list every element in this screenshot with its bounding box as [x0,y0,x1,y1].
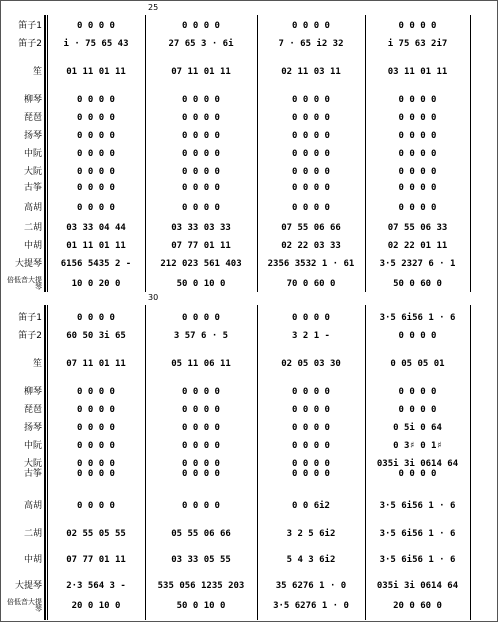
measure-notes: 3·5 6276 1 · 0 [273,601,349,611]
measure-notes: 0 0 0 0 [398,183,437,193]
measure-notes: 0 0 0 0 [292,95,330,105]
measure-notes: 5 4 3 6i2 [286,555,336,565]
measure-notes: 05 55 06 66 [171,529,231,539]
measure [49,64,143,80]
measure [49,384,143,400]
measure [147,498,255,514]
instrument-label: 笛子2 [18,39,42,49]
measure-notes: 0 0 0 0 [182,387,220,397]
measure [259,220,363,236]
measure [49,438,143,454]
measure-notes: 07 77 01 11 [66,555,126,565]
instrument-label: 大提琴 [14,259,42,269]
measure-notes: 0 0 0 0 [398,203,437,213]
measure-notes: 50 0 10 0 [176,279,226,289]
measure [147,220,255,236]
measure-notes: 0 0 0 0 [77,387,115,397]
measure-notes: 01 11 01 11 [66,241,126,251]
bar-number: 30 [148,293,159,302]
measure-notes: 0 0 0 0 [292,459,330,469]
measure-notes: 0 0 0 0 [292,203,330,213]
measure [367,526,468,542]
instrument-row [0,438,500,454]
measure-notes: 3·5 2327 6 · 1 [379,259,456,269]
instrument-row [0,110,500,126]
measure-notes: 0 0 0 0 [292,149,330,159]
measure-notes: 0 0 0 0 [398,405,437,415]
measure [49,110,143,126]
measure-notes: 35 6276 1 · 0 [275,581,347,591]
instrument-label: 中阮 [23,441,42,451]
measure-notes: 0 0 0 0 [182,469,220,479]
measure-notes: 212 023 561 403 [160,259,242,269]
measure-notes: 0 0 0 0 [182,405,220,415]
measure [49,328,143,344]
measure-notes: 7 · 65 i2 32 [278,39,344,49]
measure-notes: 0 0 0 0 [398,469,437,479]
measure [259,598,363,614]
measure [147,92,255,108]
measure [147,328,255,344]
instrument-label: 笙 [32,67,42,77]
measure [259,498,363,514]
measure [49,128,143,144]
measure [367,18,468,34]
instrument-row [0,356,500,372]
measure [259,526,363,542]
measure-notes: 2·3 564 3 - [66,581,126,591]
instrument-label: 倍低音大提琴 [7,276,42,291]
measure-notes: 0 0 0 0 [398,131,437,141]
measure [259,328,363,344]
measure [49,220,143,236]
instrument-label: 柳琴 [23,387,42,397]
measure-notes: 0 0 0 0 [292,387,330,397]
measure [367,110,468,126]
measure [147,598,255,614]
measure-notes: 0 0 0 0 [77,405,115,415]
instrument-row [0,180,500,196]
measure-notes: 0 0 0 0 [182,441,220,451]
measure [259,180,363,196]
measure [367,552,468,568]
measure [147,164,255,180]
measure-notes: 2356 3532 1 · 61 [267,259,355,269]
instrument-label: 柳琴 [23,95,42,105]
measure [147,526,255,542]
measure-notes: 03 33 05 55 [171,555,231,565]
measure [147,384,255,400]
measure [147,146,255,162]
instrument-row [0,256,500,272]
measure [147,578,255,594]
measure-notes: 0 0 0 0 [77,21,115,31]
measure [259,438,363,454]
instrument-label: 二胡 [23,223,42,233]
measure-notes: 0 0 0 0 [182,423,220,433]
measure-notes: 27 65 3 · 6i [168,39,234,49]
measure-notes: 0 0 0 0 [77,313,115,323]
measure-notes: 0 0 0 0 [398,149,437,159]
instrument-row [0,578,500,594]
measure-notes: 02 22 03 33 [281,241,341,251]
instrument-label: 古筝 [23,469,42,479]
measure-notes: 0 0 0 0 [398,21,437,31]
measure [367,310,468,326]
measure [259,146,363,162]
measure [367,328,468,344]
measure [367,36,468,52]
measure-notes: 20 0 60 0 [393,601,442,611]
measure [259,110,363,126]
measure [49,310,143,326]
measure [367,384,468,400]
measure-notes: 0 0 0 0 [77,441,115,451]
measure-notes: 07 55 06 66 [281,223,341,233]
instrument-label: 中胡 [23,241,42,251]
instrument-row [0,402,500,418]
instrument-label: 中阮 [23,149,42,159]
instrument-label: 中胡 [23,555,42,565]
measure-notes: 035i 3i 0614 64 [376,459,459,469]
measure-notes: 3·5 6i56 1 · 6 [379,555,456,565]
instrument-row [0,310,500,326]
instrument-row [0,18,500,34]
measure [259,128,363,144]
measure-notes: 3 2 1 - [292,331,330,341]
measure [367,146,468,162]
measure-notes: 035i 3i 0614 64 [376,581,459,591]
measure-notes: 0 0 0 0 [292,167,330,177]
measure [49,552,143,568]
measure-notes: 3·5 6i56 1 · 6 [379,313,456,323]
measure-notes: 07 11 01 11 [66,359,126,369]
instrument-label: 扬琴 [23,131,42,141]
instrument-row [0,276,500,292]
measure [259,92,363,108]
measure [49,256,143,272]
measure-notes: 0 0 0 0 [292,313,330,323]
measure [259,420,363,436]
measure-notes: 0 0 0 0 [182,183,220,193]
instrument-label: 高胡 [23,501,42,511]
measure [259,552,363,568]
measure [49,36,143,52]
measure-notes: 0 0 0 0 [77,167,115,177]
instrument-row [0,36,500,52]
measure [367,356,468,372]
instrument-row [0,466,500,482]
measure [49,356,143,372]
measure-notes: 0 0 0 0 [292,21,330,31]
measure [49,18,143,34]
measure-notes: 0 0 0 0 [77,459,115,469]
instrument-row [0,420,500,436]
measure-notes: i · 75 65 43 [63,39,129,49]
measure [367,598,468,614]
instrument-label: 笛子2 [18,331,42,341]
measure [147,552,255,568]
measure [259,18,363,34]
measure [49,164,143,180]
measure [367,276,468,292]
measure-notes: 03 33 03 33 [171,223,231,233]
measure [49,526,143,542]
measure-notes: 07 55 06 33 [387,223,448,233]
measure-notes: 07 77 01 11 [171,241,231,251]
measure [367,578,468,594]
measure [259,466,363,482]
instrument-label: 大阮 [23,459,42,469]
measure-notes: 0 0 0 0 [77,423,115,433]
measure [147,180,255,196]
instrument-row [0,128,500,144]
measure [147,310,255,326]
instrument-row [0,92,500,108]
measure-notes: 0 0 0 0 [292,183,330,193]
measure-notes: 50 0 60 0 [393,279,442,289]
measure [367,402,468,418]
measure [49,200,143,216]
measure [367,498,468,514]
measure-notes: 01 11 01 11 [66,67,126,77]
measure-notes: 70 0 60 0 [286,279,336,289]
measure-notes: 0 0 0 0 [77,183,115,193]
measure-notes: 20 0 10 0 [71,601,121,611]
measure [147,276,255,292]
measure-notes: 03 11 01 11 [387,67,448,77]
measure-notes: 0 0 0 0 [292,405,330,415]
bar-number: 25 [148,3,159,12]
measure [147,402,255,418]
measure-notes: 0 0 0 0 [398,113,437,123]
measure-notes: 0 0 0 0 [182,459,220,469]
measure-notes: 3 57 6 · 5 [173,331,229,341]
instrument-row [0,498,500,514]
measure [49,180,143,196]
measure-notes: 03 33 04 44 [66,223,126,233]
measure [367,438,468,454]
instrument-row [0,164,500,180]
instrument-row [0,64,500,80]
measure [49,238,143,254]
measure [367,238,468,254]
measure-notes: 0 05 05 01 [390,359,445,369]
measure [49,598,143,614]
measure-notes: 0 0 0 0 [398,95,437,105]
measure [259,256,363,272]
measure [147,64,255,80]
instrument-label: 笛子1 [18,313,42,323]
instrument-label: 古筝 [23,183,42,193]
measure [367,220,468,236]
measure [367,180,468,196]
instrument-row [0,220,500,236]
measure [259,402,363,418]
measure-notes: i 75 63 2i7 [387,39,448,49]
measure [147,420,255,436]
measure [259,578,363,594]
instrument-row [0,552,500,568]
instrument-row [0,328,500,344]
instrument-row [0,384,500,400]
measure-notes: 0 0 0 0 [77,149,115,159]
measure-notes: 0 0 0 0 [292,469,330,479]
measure [147,128,255,144]
measure-notes: 02 22 01 11 [387,241,448,251]
measure [49,402,143,418]
measure [147,466,255,482]
measure-notes: 3·5 6i56 1 · 6 [379,529,456,539]
measure-notes: 3·5 6i56 1 · 6 [379,501,456,511]
measure [367,256,468,272]
measure [259,310,363,326]
measure-notes: 0 0 0 0 [292,113,330,123]
measure [49,276,143,292]
measure [259,384,363,400]
instrument-label: 琵琶 [23,405,42,415]
measure-notes: 02 05 03 30 [281,359,341,369]
instrument-label: 倍低音大提琴 [7,598,42,613]
measure-notes: 60 50 3i 65 [66,331,126,341]
instrument-label: 二胡 [23,529,42,539]
measure [147,356,255,372]
measure-notes: 0 0 0 0 [182,131,220,141]
measure [367,466,468,482]
measure [259,276,363,292]
measure [147,18,255,34]
measure [147,238,255,254]
measure-notes: 0 0 0 0 [182,203,220,213]
measure [49,466,143,482]
measure-notes: 0 0 0 0 [182,21,220,31]
measure-notes: 0 0 6i2 [292,501,330,511]
measure-notes: 0 5i 0 64 [393,423,442,433]
measure [367,92,468,108]
measure-notes: 0 0 0 0 [77,95,115,105]
measure-notes: 07 11 01 11 [171,67,231,77]
measure [147,438,255,454]
instrument-label: 琵琶 [23,113,42,123]
measure [49,498,143,514]
measure [147,200,255,216]
measure-notes: 0 0 0 0 [77,501,115,511]
instrument-row [0,200,500,216]
measure-notes: 0 0 0 0 [182,113,220,123]
measure [367,200,468,216]
instrument-row [0,238,500,254]
measure-notes: 0 0 0 0 [77,131,115,141]
measure [259,356,363,372]
measure-notes: 535 056 1235 203 [157,581,245,591]
instrument-row [0,146,500,162]
instrument-label: 笛子1 [18,21,42,31]
measure [49,420,143,436]
measure-notes: 0 0 0 0 [182,149,220,159]
measure-notes: 0 3♯ 0 1♯ [393,441,442,451]
measure-notes: 0 0 0 0 [182,167,220,177]
measure-notes: 0 0 0 0 [77,203,115,213]
measure-notes: 0 0 0 0 [182,313,220,323]
instrument-label: 高胡 [23,203,42,213]
measure [367,420,468,436]
measure-notes: 0 0 0 0 [398,387,437,397]
measure-notes: 0 0 0 0 [398,167,437,177]
measure [259,36,363,52]
measure [259,64,363,80]
instrument-label: 笙 [32,359,42,369]
measure [367,128,468,144]
measure-notes: 0 0 0 0 [398,331,437,341]
measure [259,238,363,254]
measure [49,146,143,162]
measure [49,578,143,594]
measure [147,256,255,272]
measure [49,92,143,108]
instrument-label: 扬琴 [23,423,42,433]
measure [147,36,255,52]
instrument-row [0,598,500,614]
measure [259,164,363,180]
measure-notes: 0 0 0 0 [182,501,220,511]
instrument-label: 大阮 [23,167,42,177]
measure-notes: 0 0 0 0 [182,95,220,105]
measure-notes: 50 0 10 0 [176,601,226,611]
measure-notes: 3 2 5 6i2 [286,529,336,539]
measure-notes: 0 0 0 0 [77,113,115,123]
measure-notes: 0 0 0 0 [292,423,330,433]
measure-notes: 02 11 03 11 [281,67,341,77]
measure-notes: 0 0 0 0 [292,441,330,451]
measure-notes: 02 55 05 55 [66,529,126,539]
measure-notes: 0 0 0 0 [292,131,330,141]
instrument-row [0,526,500,542]
measure-notes: 05 11 06 11 [171,359,231,369]
measure [259,200,363,216]
measure-notes: 6156 5435 2 - [60,259,132,269]
instrument-label: 大提琴 [14,581,42,591]
measure-notes: 10 0 20 0 [71,279,121,289]
measure [147,110,255,126]
measure [367,64,468,80]
measure [367,164,468,180]
measure-notes: 0 0 0 0 [77,469,115,479]
